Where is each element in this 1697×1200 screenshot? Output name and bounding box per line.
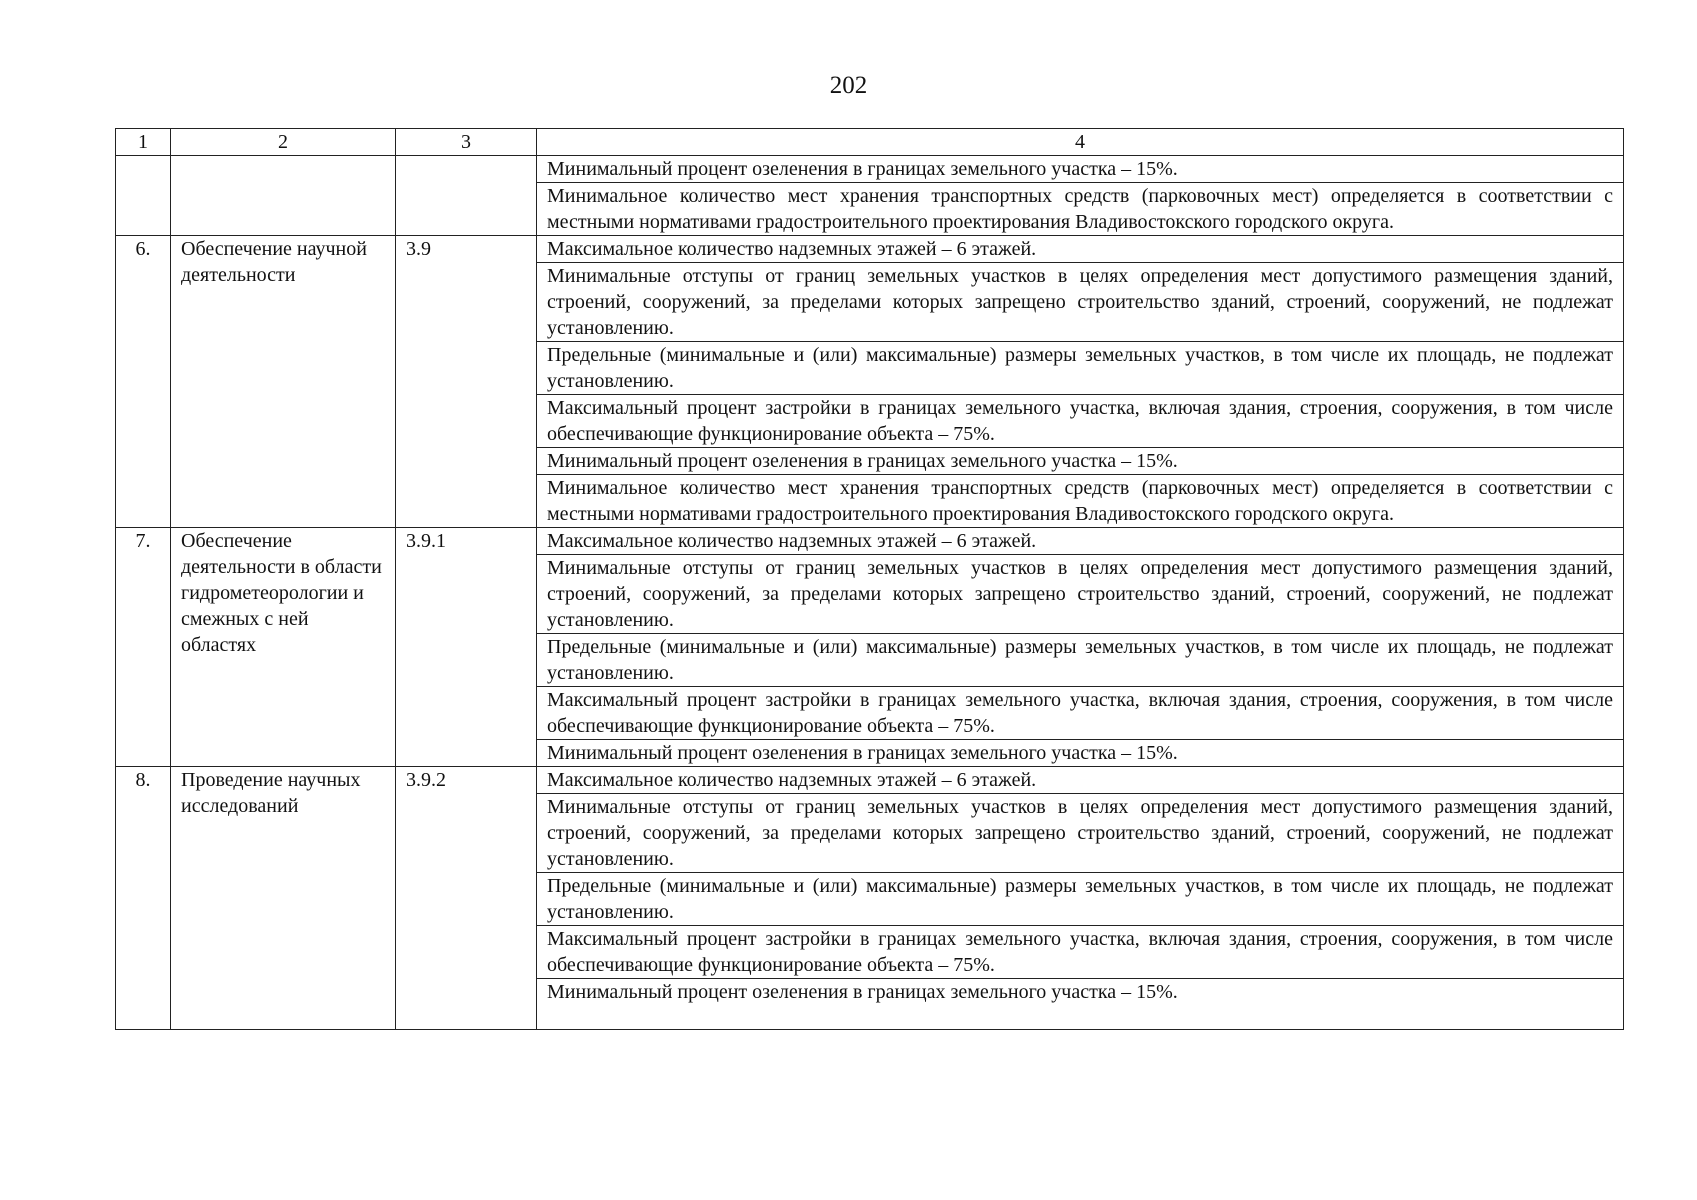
param-cell: [537, 236, 1624, 263]
param-cell: [537, 767, 1624, 794]
param-text: Минимальный процент озеленения в границах земельного участка – 15%.: [547, 742, 1178, 764]
param-cell: [537, 528, 1624, 555]
param-text: Предельные (минимальные и (или) максимальные) размеры земельных участков, в том числе их площадь, не подлежат установлению.: [547, 344, 1613, 392]
table-header-row: [116, 129, 1624, 156]
param-cell: [537, 687, 1624, 740]
use-type-code: 3.9.2: [396, 767, 537, 1030]
param-cell: [537, 740, 1624, 767]
param-cell: [537, 395, 1624, 448]
table-row: [116, 767, 1624, 794]
param-text: Минимальные отступы от границ земельных участков в целях определения мест допустимого размещения зданий, строений, сооружений, за пределами которых запрещено строительство зданий, строений, сооружений, не подлежат установлению.: [547, 796, 1613, 870]
param-cell: [537, 475, 1624, 528]
use-type-name: Обеспечение деятельности в области гидрометеорологии и смежных с ней областях: [171, 528, 396, 767]
use-type-name: Проведение научных исследований: [171, 767, 396, 1030]
table-row: [116, 236, 1624, 263]
param-text: Максимальный процент застройки в границах земельного участка, включая здания, строения, сооружения, в том числе обеспечивающие функционирование объекта – 75%.: [547, 928, 1613, 976]
param-text: Минимальное количество мест хранения транспортных средств (парковочных мест) определяется в соответствии с местными нормативами градостроительного проектирования Владивостокского городского округа.: [547, 185, 1613, 233]
param-cell: [537, 342, 1624, 395]
param-text: Максимальный процент застройки в границах земельного участка, включая здания, строения, сооружения, в том числе обеспечивающие функционирование объекта – 75%.: [547, 689, 1613, 737]
row-number: 7.: [116, 528, 171, 767]
param-cell: [537, 634, 1624, 687]
param-text: Минимальное количество мест хранения транспортных средств (парковочных мест) определяется в соответствии с местными нормативами градостроительного проектирования Владивостокского городского округа.: [547, 477, 1613, 525]
param-text: Максимальное количество надземных этажей – 6 этажей.: [547, 238, 1037, 260]
table-row: [116, 528, 1624, 555]
param-text: Предельные (минимальные и (или) максимальные) размеры земельных участков, в том числе их площадь, не подлежат установлению.: [547, 875, 1613, 923]
param-text: Минимальный процент озеленения в границах земельного участка – 15%.: [547, 981, 1178, 1003]
param-text: Предельные (минимальные и (или) максимальные) размеры земельных участков, в том числе их площадь, не подлежат установлению.: [547, 636, 1613, 684]
row-number: 6.: [116, 236, 171, 528]
use-type-code: 3.9.1: [396, 528, 537, 767]
row-number: 8.: [116, 767, 171, 1030]
param-text: Максимальный процент застройки в границах земельного участка, включая здания, строения, сооружения, в том числе обеспечивающие функционирование объекта – 75%.: [547, 397, 1613, 445]
param-text: Максимальное количество надземных этажей – 6 этажей.: [547, 769, 1037, 791]
param-cell: [537, 873, 1624, 926]
param-cell: [537, 183, 1624, 236]
param-text: Минимальные отступы от границ земельных участков в целях определения мест допустимого размещения зданий, строений, сооружений, за пределами которых запрещено строительство зданий, строений, сооружений, не подлежат установлению.: [547, 557, 1613, 631]
header-cell-2: 2: [171, 129, 396, 156]
header-cell-3: 3: [396, 129, 537, 156]
param-cell: [537, 555, 1624, 634]
param-text: Минимальный процент озеленения в границах земельного участка – 15%.: [547, 158, 1178, 180]
param-cell: [537, 979, 1624, 1030]
use-type-name: Обеспечение научной деятельности: [171, 236, 396, 528]
param-text: Минимальные отступы от границ земельных участков в целях определения мест допустимого размещения зданий, строений, сооружений, за пределами которых запрещено строительство зданий, строений, сооружений, не подлежат установлению.: [547, 265, 1613, 339]
use-type-code: 3.9: [396, 236, 537, 528]
table-row: [116, 156, 1624, 183]
param-cell: [537, 794, 1624, 873]
param-text: Минимальный процент озеленения в границах земельного участка – 15%.: [547, 450, 1178, 472]
param-cell: [537, 448, 1624, 475]
continued-code-cell: [396, 156, 537, 236]
header-cell-1: 1: [116, 129, 171, 156]
param-cell: [537, 926, 1624, 979]
continued-num-cell: [116, 156, 171, 236]
table-body: [116, 129, 1624, 1030]
param-cell: [537, 156, 1624, 183]
param-cell: [537, 263, 1624, 342]
param-text: Максимальное количество надземных этажей – 6 этажей.: [547, 530, 1037, 552]
regulations-table: [115, 128, 1624, 1030]
page-number: 202: [829, 72, 868, 99]
continued-name-cell: [171, 156, 396, 236]
header-cell-4: 4: [537, 129, 1624, 156]
